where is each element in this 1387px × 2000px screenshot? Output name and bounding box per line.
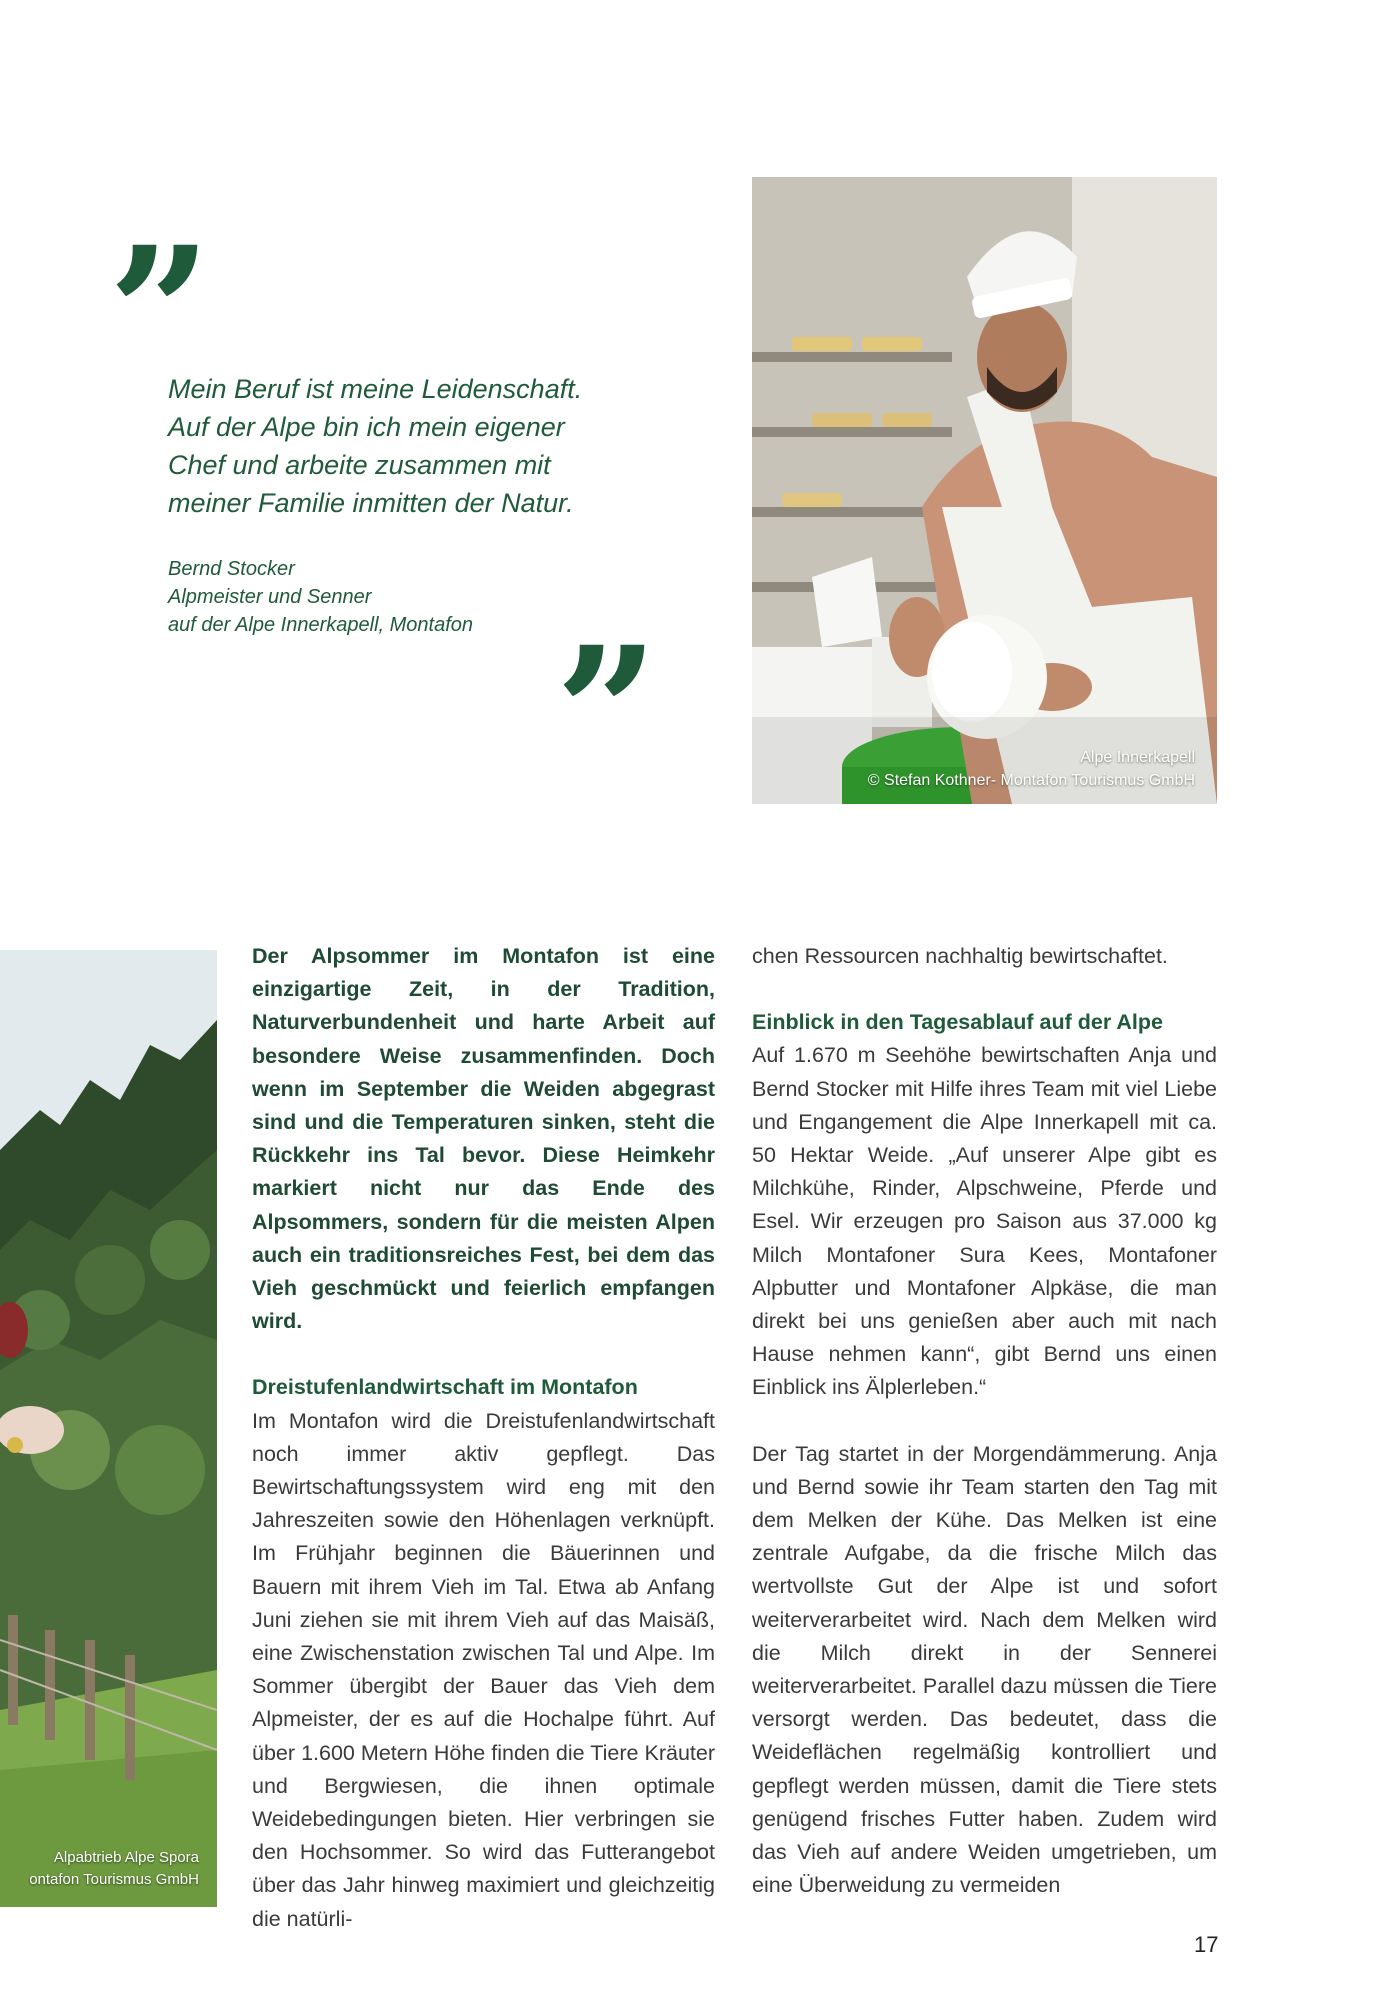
quote-author-role: Alpmeister und Senner <box>168 586 372 608</box>
quote-author-place: auf der Alpe Innerkapell, Montafon <box>168 614 474 636</box>
quote-mark-close-icon: ” <box>555 632 645 742</box>
photo-top-caption-title: Alpe Innerkapell <box>1080 749 1195 766</box>
page-number: 17 <box>1194 1932 1219 1957</box>
cheesemaker-illustration <box>752 177 1217 804</box>
article-paragraph: Auf 1.670 m Seehöhe bewirtschaften Anja und Bernd Stocker mit Hilfe ihres Team mit viel Liebe und Engangement die Alpe Innerkapell mit ca. 50 Hektar Weide. „Auf unserer Alpe gibt es Milchkühe, Rinder, Alpschweine, Pferde und Esel. Wir erzeugen pro Saison aus 37.000 kg Milch Montafoner Sura Kees, Montafoner Alpbutter und Montafoner Alpkäse, die man direkt bei uns genießen aber auch mit nach Hause nehmen kann“, gibt Bernd uns einen Einblick ins Älplerleben.“ <box>752 1043 1217 1400</box>
section-heading-dreistufen: Dreistufenlandwirtschaft im Montafon <box>252 1375 638 1400</box>
photo-alpabtrieb <box>0 950 217 1907</box>
pull-quote <box>168 370 608 522</box>
forest-illustration <box>0 950 217 1907</box>
article-lead: Der Alpsommer im Montafon ist eine einzigartige Zeit, in der Tradition, Naturverbundenheit und harte Arbeit auf besondere Weise zusammenfinden. Doch wenn im September die Weiden abgegrast sind und die Temperaturen sinken, steht die Rückkehr ins Tal bevor. Diese Heimkehr markiert nicht nur das Ende des Alpsommers, sondern für die meisten Alpen auch ein traditionsreiches Fest, bei dem das Vieh geschmückt und feierlich empfangen wird. <box>252 944 715 1334</box>
photo-top-caption-credit: © Stefan Kothner- Montafon Tourismus GmbH <box>867 772 1195 789</box>
article-paragraph: Der Tag startet in der Morgendämmerung. Anja und Bernd sowie ihr Team starten den Tag mit dem Melken der Kühe. Das Melken ist eine zentrale Aufgabe, da die frische Milch das wertvollste Gut der Alpe ist und sofort weiterverarbeitet wird. Nach dem Melken wird die Milch direkt in der Sennerei weiterverarbeitet. Parallel dazu müssen die Tiere versorgt werden. Das bedeutet, dass die Weideflächen regelmäßig kontrolliert und gepflegt werden müssen, damit die Tiere stets genügend frisches Futter haben. Zudem wird das Vieh auf andere Weiden umgetrieben, um eine Überweidung zu vermeiden <box>752 1441 1217 1898</box>
article-paragraph: Im Montafon wird die Dreistufenlandwirtschaft noch immer aktiv gepflegt. Das Bewirtschaftungssystem wird eng mit den Jahreszeiten sowie den Höhenlagen verknüpft. Im Frühjahr beginnen die Bäuerinnen und Bauern mit ihrem Vieh im Tal. Etwa ab Anfang Juni ziehen sie mit ihrem Vieh auf das Maisäß, eine Zwischenstation zwischen Tal und Alpe. Im Sommer übergibt der Bauer das Vieh dem Alpmeister, der es auf die Hochalpe führt. Auf über 1.600 Metern Höhe finden die Tiere Kräuter und Bergwiesen, die ihnen optimale Weidebedingungen bieten. Hier verbringen sie den Hochsommer. So wird das Futterangebot über das Jahr hinweg maximiert und gleichzeitig die natürli- <box>252 1408 715 1931</box>
quote-author-name: Bernd Stocker <box>168 558 295 580</box>
photo-cheesemaker <box>752 177 1217 804</box>
quote-line: Auf der Alpe bin ich mein eigener <box>168 412 565 442</box>
article-paragraph-continuation: chen Ressourcen nachhaltig bewirtschaftet. <box>752 944 1168 968</box>
photo-top-caption <box>868 746 1195 792</box>
quote-attribution <box>168 555 588 639</box>
photo-left-caption-title: Alpabtrieb Alpe Spora <box>53 1849 199 1866</box>
photo-left-caption <box>29 1847 199 1891</box>
photo-left-caption-credit: ontafon Tourismus GmbH <box>29 1871 199 1888</box>
article-column-1 <box>252 940 715 1936</box>
section-heading-tagesablauf: Einblick in den Tagesablauf auf der Alpe <box>752 1010 1163 1035</box>
quote-line: Chef und arbeite zusammen mit <box>168 450 551 480</box>
quote-line: Mein Beruf ist meine Leidenschaft. <box>168 374 583 404</box>
quote-mark-open-icon: ” <box>108 232 198 342</box>
article-column-2 <box>752 940 1217 1902</box>
quote-line: meiner Familie inmitten der Natur. <box>168 488 574 518</box>
